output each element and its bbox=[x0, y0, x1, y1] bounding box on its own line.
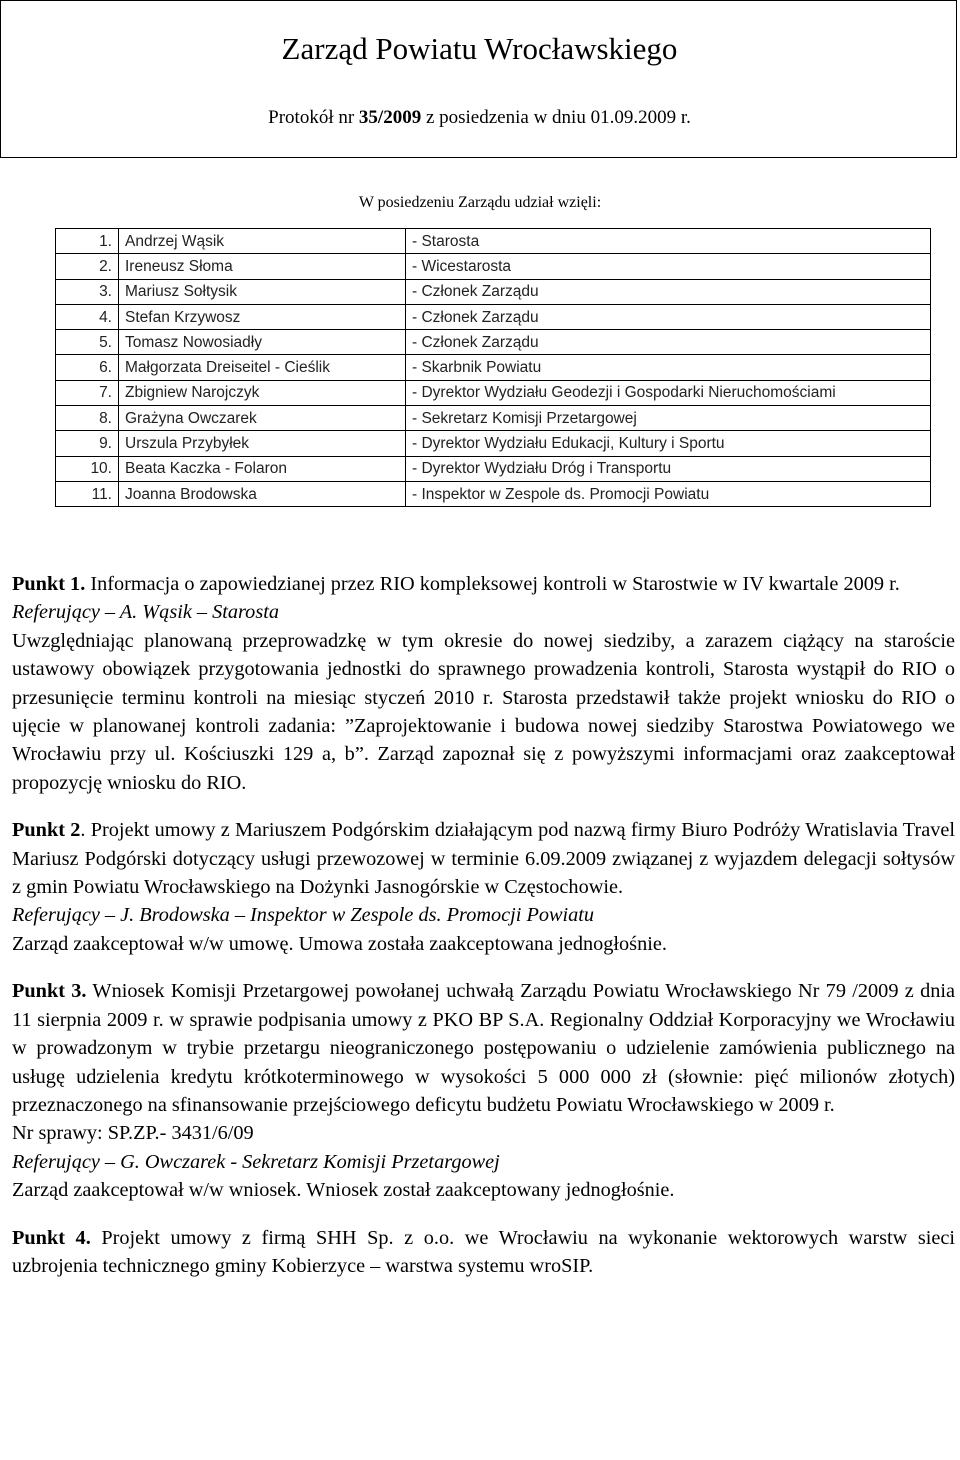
point-heading bbox=[12, 1224, 955, 1281]
point-heading bbox=[12, 570, 955, 598]
row-number: 9. bbox=[56, 431, 119, 456]
point-4 bbox=[12, 1224, 955, 1281]
attendee-name: Beata Kaczka - Folaron bbox=[119, 456, 406, 481]
row-number: 2. bbox=[56, 254, 119, 279]
point-body: Zarząd zaakceptował w/w umowę. Umowa została zaakceptowana jednogłośnie. bbox=[12, 932, 667, 955]
attendee-name: Tomasz Nowosiadły bbox=[119, 330, 406, 355]
point-referent bbox=[12, 1148, 955, 1176]
row-number: 8. bbox=[56, 406, 119, 431]
point-heading bbox=[12, 816, 955, 901]
point-title: Informacja o zapowiedzianej przez RIO kompleksowej kontroli w Starostwie w IV kwartale 2009 r. bbox=[85, 573, 900, 595]
point-1 bbox=[12, 570, 955, 797]
row-number: 4. bbox=[56, 304, 119, 329]
row-number: 3. bbox=[56, 279, 119, 304]
attendee-name: Stefan Krzywosz bbox=[119, 304, 406, 329]
attendee-name: Małgorzata Dreiseitel - Cieślik bbox=[119, 355, 406, 380]
point-referent bbox=[12, 598, 955, 626]
point-heading bbox=[12, 977, 955, 1119]
minutes-body bbox=[12, 570, 955, 1280]
table-row bbox=[56, 431, 931, 456]
point-title: . Projekt umowy z Mariuszem Podgórskim działającym pod nazwą firmy Biuro Podróży Wratislavia Travel Mariusz Podgórski dotyczący usługi przewozowej w terminie 6.09.2009 związanej z wyjazdem delegacji sołtysów z gmin Powiatu Wrocławskiego na Dożynki Jasnogórskie w Częstochowie. bbox=[12, 819, 955, 899]
referent-text: Referujący – G. Owczarek - Sekretarz Komisji Przetargowej bbox=[12, 1150, 500, 1173]
row-number: 6. bbox=[56, 355, 119, 380]
table-row bbox=[56, 456, 931, 481]
document-header bbox=[0, 0, 957, 158]
table-row bbox=[56, 406, 931, 431]
table-row bbox=[56, 254, 931, 279]
attendee-name: Ireneusz Słoma bbox=[119, 254, 406, 279]
point-body: Zarząd zaakceptował w/w wniosek. Wniosek został zaakceptowany jednogłośnie. bbox=[12, 1179, 675, 1202]
attendee-role: - Wicestarosta bbox=[406, 254, 931, 279]
point-label: Punkt 2 bbox=[12, 819, 81, 842]
attendee-role: - Sekretarz Komisji Przetargowej bbox=[406, 406, 931, 431]
row-number: 5. bbox=[56, 330, 119, 355]
attendee-role: - Członek Zarządu bbox=[406, 304, 931, 329]
table-row bbox=[56, 330, 931, 355]
point-3 bbox=[12, 977, 955, 1204]
protocol-prefix: Protokół nr bbox=[268, 107, 359, 128]
referent-text: Referujący – A. Wąsik – Starosta bbox=[12, 601, 279, 624]
row-number: 11. bbox=[56, 481, 119, 506]
attendee-role: - Członek Zarządu bbox=[406, 279, 931, 304]
attendee-role: - Starosta bbox=[406, 229, 931, 254]
attendee-role: - Inspektor w Zespole ds. Promocji Powiatu bbox=[412, 485, 710, 503]
point-2 bbox=[12, 816, 955, 958]
table-row bbox=[56, 380, 931, 405]
table-row bbox=[56, 304, 931, 329]
attendee-name: Andrzej Wąsik bbox=[119, 229, 406, 254]
attendee-role: - Dyrektor Wydziału Geodezji i Gospodarki Nieruchomościami bbox=[406, 380, 931, 405]
attendees-heading: W posiedzeniu Zarządu udział wzięli: bbox=[358, 194, 602, 211]
attendee-name: Urszula Przybyłek bbox=[119, 431, 406, 456]
attendee-name: Joanna Brodowska bbox=[119, 481, 406, 506]
point-title: Wniosek Komisji Przetargowej powołanej uchwałą Zarządu Powiatu Wrocławskiego Nr 79 /2009 z dnia 11 sierpnia 2009 r. w sprawie podpisania umowy z PKO BP S.A. Regionalny Oddział Korporacyjny we Wrocławiu w prowadzonym w trybie przetargu nieograniczonego postępowaniu o udzielenie zamówienia publicznego na usługę udzielenia kredytu krótkoterminowego w wysokości 5 000 000 zł (słownie: pięć milionów złotych) przeznaczonego na sfinansowanie przejściowego deficytu budżetu Powiatu Wrocławskiego w 2009 r. bbox=[12, 980, 955, 1116]
point-label: Punkt 3. bbox=[12, 980, 87, 1003]
table-row bbox=[56, 279, 931, 304]
attendee-name: Mariusz Sołtysik bbox=[119, 279, 406, 304]
attendee-role: - Skarbnik Powiatu bbox=[406, 355, 931, 380]
document-title: Zarząd Powiatu Wrocławskiego bbox=[281, 31, 678, 66]
protocol-line bbox=[1, 107, 958, 129]
attendee-role: - Dyrektor Wydziału Dróg i Transportu bbox=[406, 456, 931, 481]
row-number: 10. bbox=[56, 456, 119, 481]
protocol-number: 35/2009 bbox=[358, 107, 422, 128]
table-row bbox=[56, 229, 931, 254]
attendee-name: Grażyna Owczarek bbox=[119, 406, 406, 431]
table-row bbox=[56, 481, 931, 506]
point-title: Projekt umowy z firmą SHH Sp. z o.o. we Wrocławiu na wykonanie wektorowych warstw sieci uzbrojenia technicznego gminy Kobierzyce – warstwa systemu wroSIP. bbox=[12, 1226, 955, 1277]
attendee-role: - Dyrektor Wydziału Edukacji, Kultury i Sportu bbox=[406, 431, 931, 456]
attendee-role: - Członek Zarządu bbox=[406, 330, 931, 355]
row-number: 7. bbox=[56, 380, 119, 405]
point-referent bbox=[12, 901, 955, 929]
attendee-name: Zbigniew Narojczyk bbox=[119, 380, 406, 405]
referent-text: Referujący – J. Brodowska – Inspektor w Zespole ds. Promocji Powiatu bbox=[12, 904, 595, 927]
point-label: Punkt 4. bbox=[12, 1226, 91, 1249]
attendees-table bbox=[55, 228, 931, 507]
protocol-suffix: z posiedzenia w dniu 01.09.2009 r. bbox=[421, 107, 691, 128]
point-label: Punkt 1. bbox=[12, 573, 86, 595]
table-row bbox=[56, 355, 931, 380]
row-number: 1. bbox=[56, 229, 119, 254]
case-number: Nr sprawy: SP.ZP.- 3431/6/09 bbox=[12, 1122, 254, 1145]
point-body: Uwzględniając planowaną przeprowadzkę w tym okresie do nowej siedziby, a zarazem ciążący na staroście ustawowy obowiązek przygotowania jednostki do sprawnego prowadzenia kontroli, Starosta wystąpił do RIO o przesunięcie terminu kontroli na miesiąc styczeń 2010 r. Starosta przedstawił także projekt wniosku do RIO o ujęcie w planowanej kontroli zadania: ”Zaprojektowanie i budowa nowej siedziby Starostwa Powiatowego we Wrocławiu przy ul. Kościuszki 129 a, b”. Zarząd zapoznał się z powyższymi informacjami oraz zaakceptował propozycję wniosku do RIO. bbox=[12, 629, 955, 794]
